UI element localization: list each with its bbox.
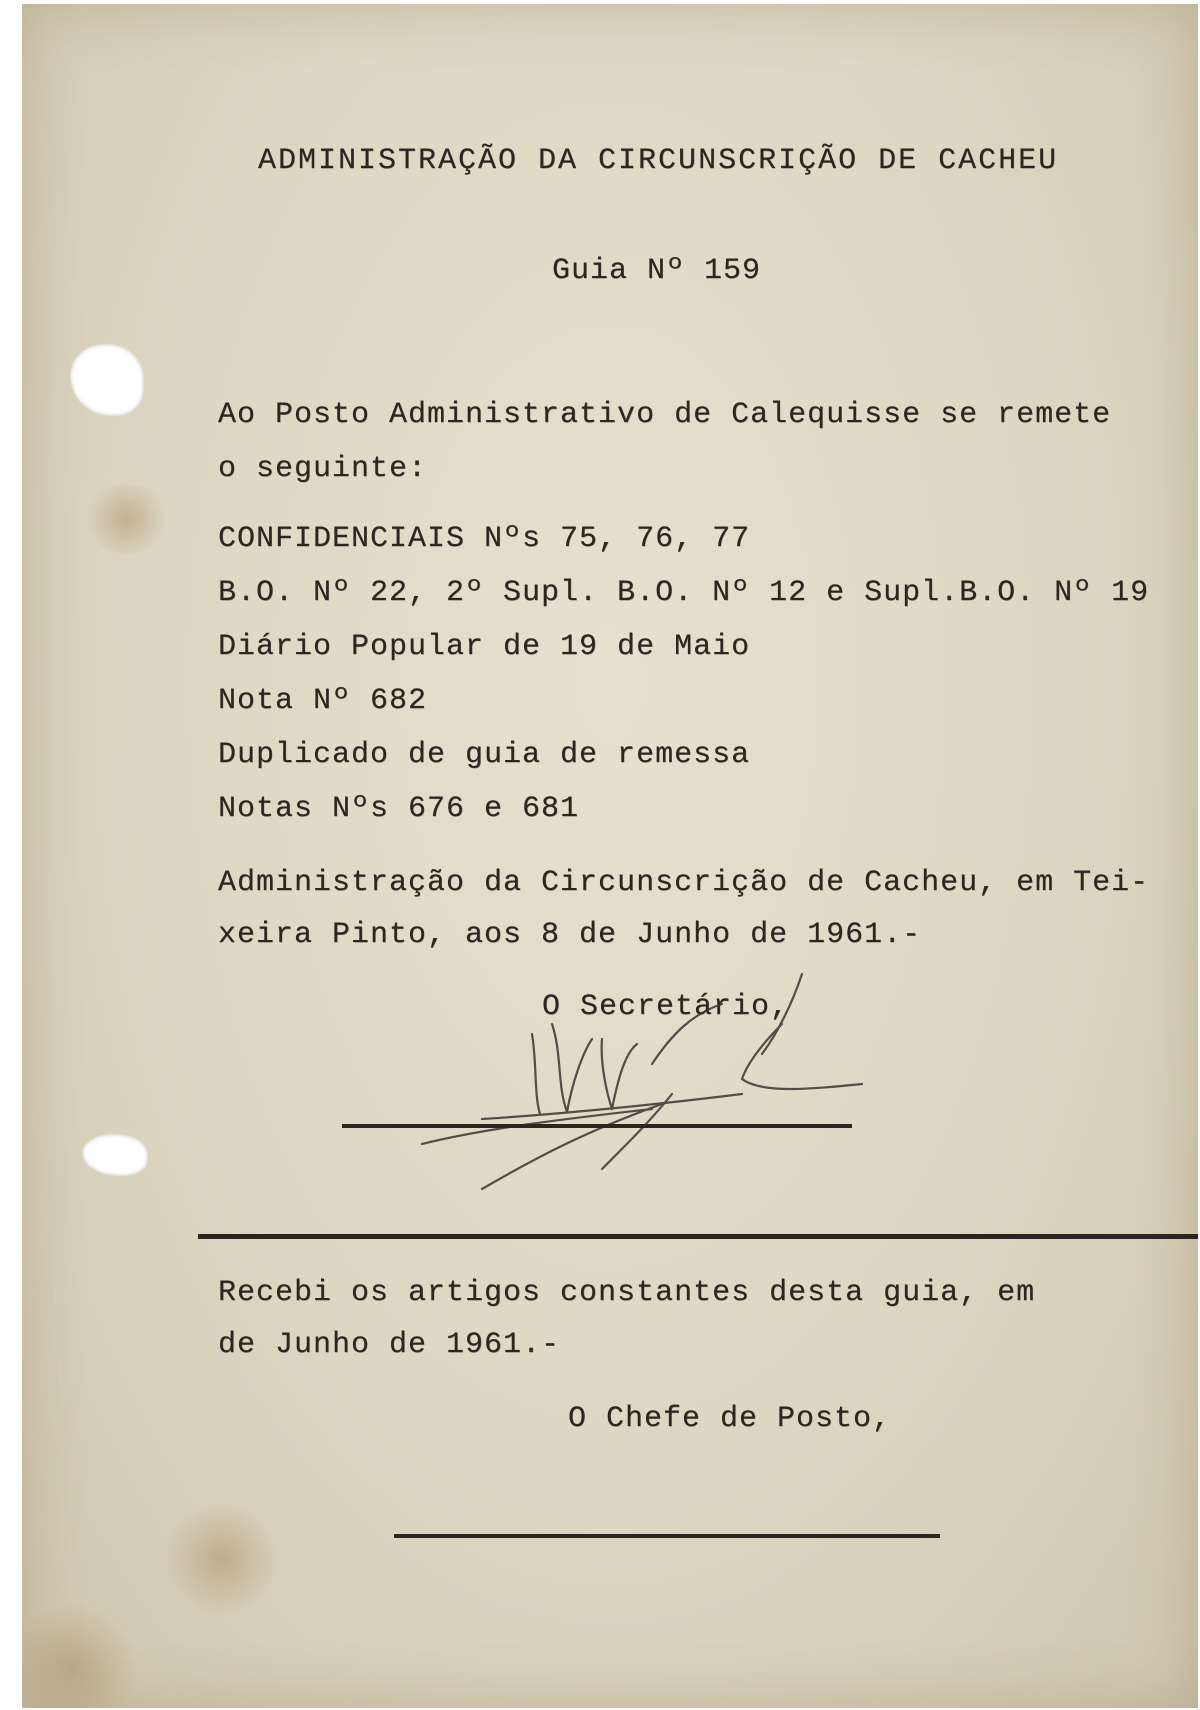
chief-label: O Chefe de Posto, — [568, 1402, 892, 1436]
closing-line-2: xeira Pinto, aos 8 de Junho de 1961.- — [218, 918, 922, 952]
closing-line-1: Administração da Circunscrição de Cacheu, em Tei- — [218, 866, 1150, 900]
document-title: ADMINISTRAÇÃO DA CIRCUNSCRIÇÃO DE CACHEU — [258, 144, 1059, 178]
secretary-signature — [362, 944, 922, 1204]
list-item: Notas Nºs 676 e 681 — [218, 792, 580, 826]
secretary-signature-line — [342, 1124, 852, 1128]
list-item: B.O. Nº 22, 2º Supl. B.O. Nº 12 e Supl.B.O. Nº 19 — [218, 576, 1150, 610]
document-sheet — [22, 4, 1198, 1708]
intro-line-2: o seguinte: — [218, 452, 428, 486]
secretary-label: O Secretário, — [542, 990, 790, 1024]
foxing-stain — [162, 1504, 282, 1614]
paper-damage-hole — [82, 1134, 148, 1176]
foxing-stain — [82, 484, 172, 554]
list-item: Nota Nº 682 — [218, 684, 428, 718]
foxing-stain — [22, 1604, 142, 1708]
list-item: CONFIDENCIAIS Nºs 75, 76, 77 — [218, 522, 751, 556]
receipt-line-1: Recebi os artigos constantes desta guia, em — [218, 1276, 1036, 1310]
list-item: Diário Popular de 19 de Maio — [218, 630, 751, 664]
guia-number: Guia Nº 159 — [552, 254, 762, 288]
list-item: Duplicado de guia de remessa — [218, 738, 751, 772]
section-divider — [198, 1234, 1198, 1239]
receipt-line-2: de Junho de 1961.- — [218, 1328, 561, 1362]
chief-signature-line — [394, 1534, 940, 1538]
intro-line-1: Ao Posto Administrativo de Calequisse se remete — [218, 398, 1112, 432]
paper-damage-hole — [70, 344, 144, 416]
